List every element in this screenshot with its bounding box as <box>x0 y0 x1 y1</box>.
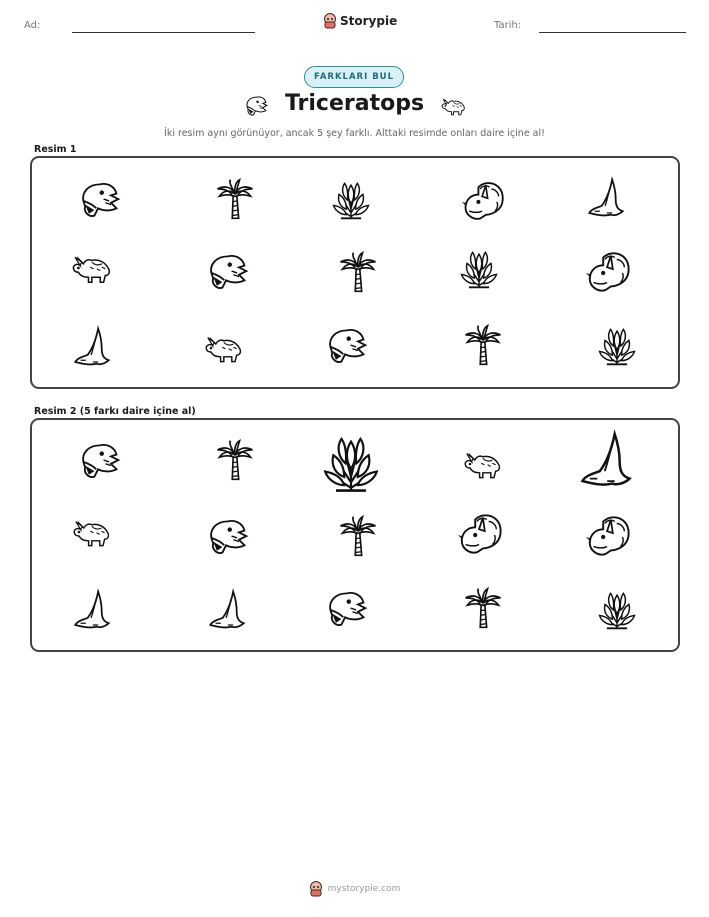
triceratops-icon <box>438 93 468 119</box>
palm-tree-icon[interactable] <box>212 436 258 484</box>
horn-icon <box>584 174 628 222</box>
dino-head-icon <box>322 323 370 369</box>
picture-2-label: Resim 2 (5 farkı daire içine al) <box>34 406 196 417</box>
fern-bush-icon <box>594 322 640 368</box>
name-label: Ad: <box>24 20 41 31</box>
brand-name: Storypie <box>340 14 398 28</box>
picture-2-panel <box>30 418 680 652</box>
dino-head-icon <box>75 177 123 223</box>
footer-url[interactable]: mystorypie.com <box>327 884 401 894</box>
date-label: Tarih: <box>494 20 522 31</box>
triceratops-icon[interactable] <box>66 512 116 552</box>
fern-bush-icon[interactable] <box>594 586 640 632</box>
horn-icon[interactable] <box>70 586 114 634</box>
horn-icon[interactable] <box>575 426 637 494</box>
storypie-mascot-icon <box>309 881 323 897</box>
page-title: Triceratops <box>284 91 425 116</box>
triceratops-head-icon[interactable] <box>584 512 632 560</box>
name-field[interactable] <box>72 32 255 33</box>
fern-bush-icon <box>328 176 374 222</box>
palm-tree-icon[interactable] <box>460 584 506 632</box>
fern-bush-icon[interactable] <box>317 428 385 496</box>
horn-icon <box>70 323 114 371</box>
palm-tree-icon <box>212 175 258 223</box>
triceratops-icon <box>66 247 116 289</box>
date-field[interactable] <box>539 32 686 33</box>
dino-head-icon[interactable] <box>322 586 370 632</box>
palm-tree-icon <box>460 321 506 369</box>
palm-tree-icon[interactable] <box>335 512 381 560</box>
picture-1-label: Resim 1 <box>34 144 77 155</box>
dino-head-icon[interactable] <box>203 514 251 560</box>
dino-head-icon <box>203 249 251 295</box>
horn-icon[interactable] <box>205 586 249 634</box>
palm-tree-icon <box>335 248 381 296</box>
instructions: İki resim aynı görünüyor, ancak 5 şey farklı. Alttaki resimde onları daire içine al! <box>164 128 545 139</box>
dino-head-icon[interactable] <box>75 438 123 484</box>
triceratops-icon[interactable] <box>457 444 507 484</box>
triceratops-head-icon[interactable] <box>456 510 504 558</box>
footer <box>0 881 709 897</box>
triceratops-head-icon <box>584 248 632 296</box>
fern-bush-icon <box>456 244 502 292</box>
picture-1-panel <box>30 156 680 389</box>
activity-badge: FARKLARI BUL <box>304 66 404 88</box>
brand-logo <box>323 13 397 29</box>
triceratops-icon <box>198 328 248 368</box>
triceratops-head-icon <box>459 178 507 224</box>
storypie-mascot-icon <box>323 13 337 29</box>
